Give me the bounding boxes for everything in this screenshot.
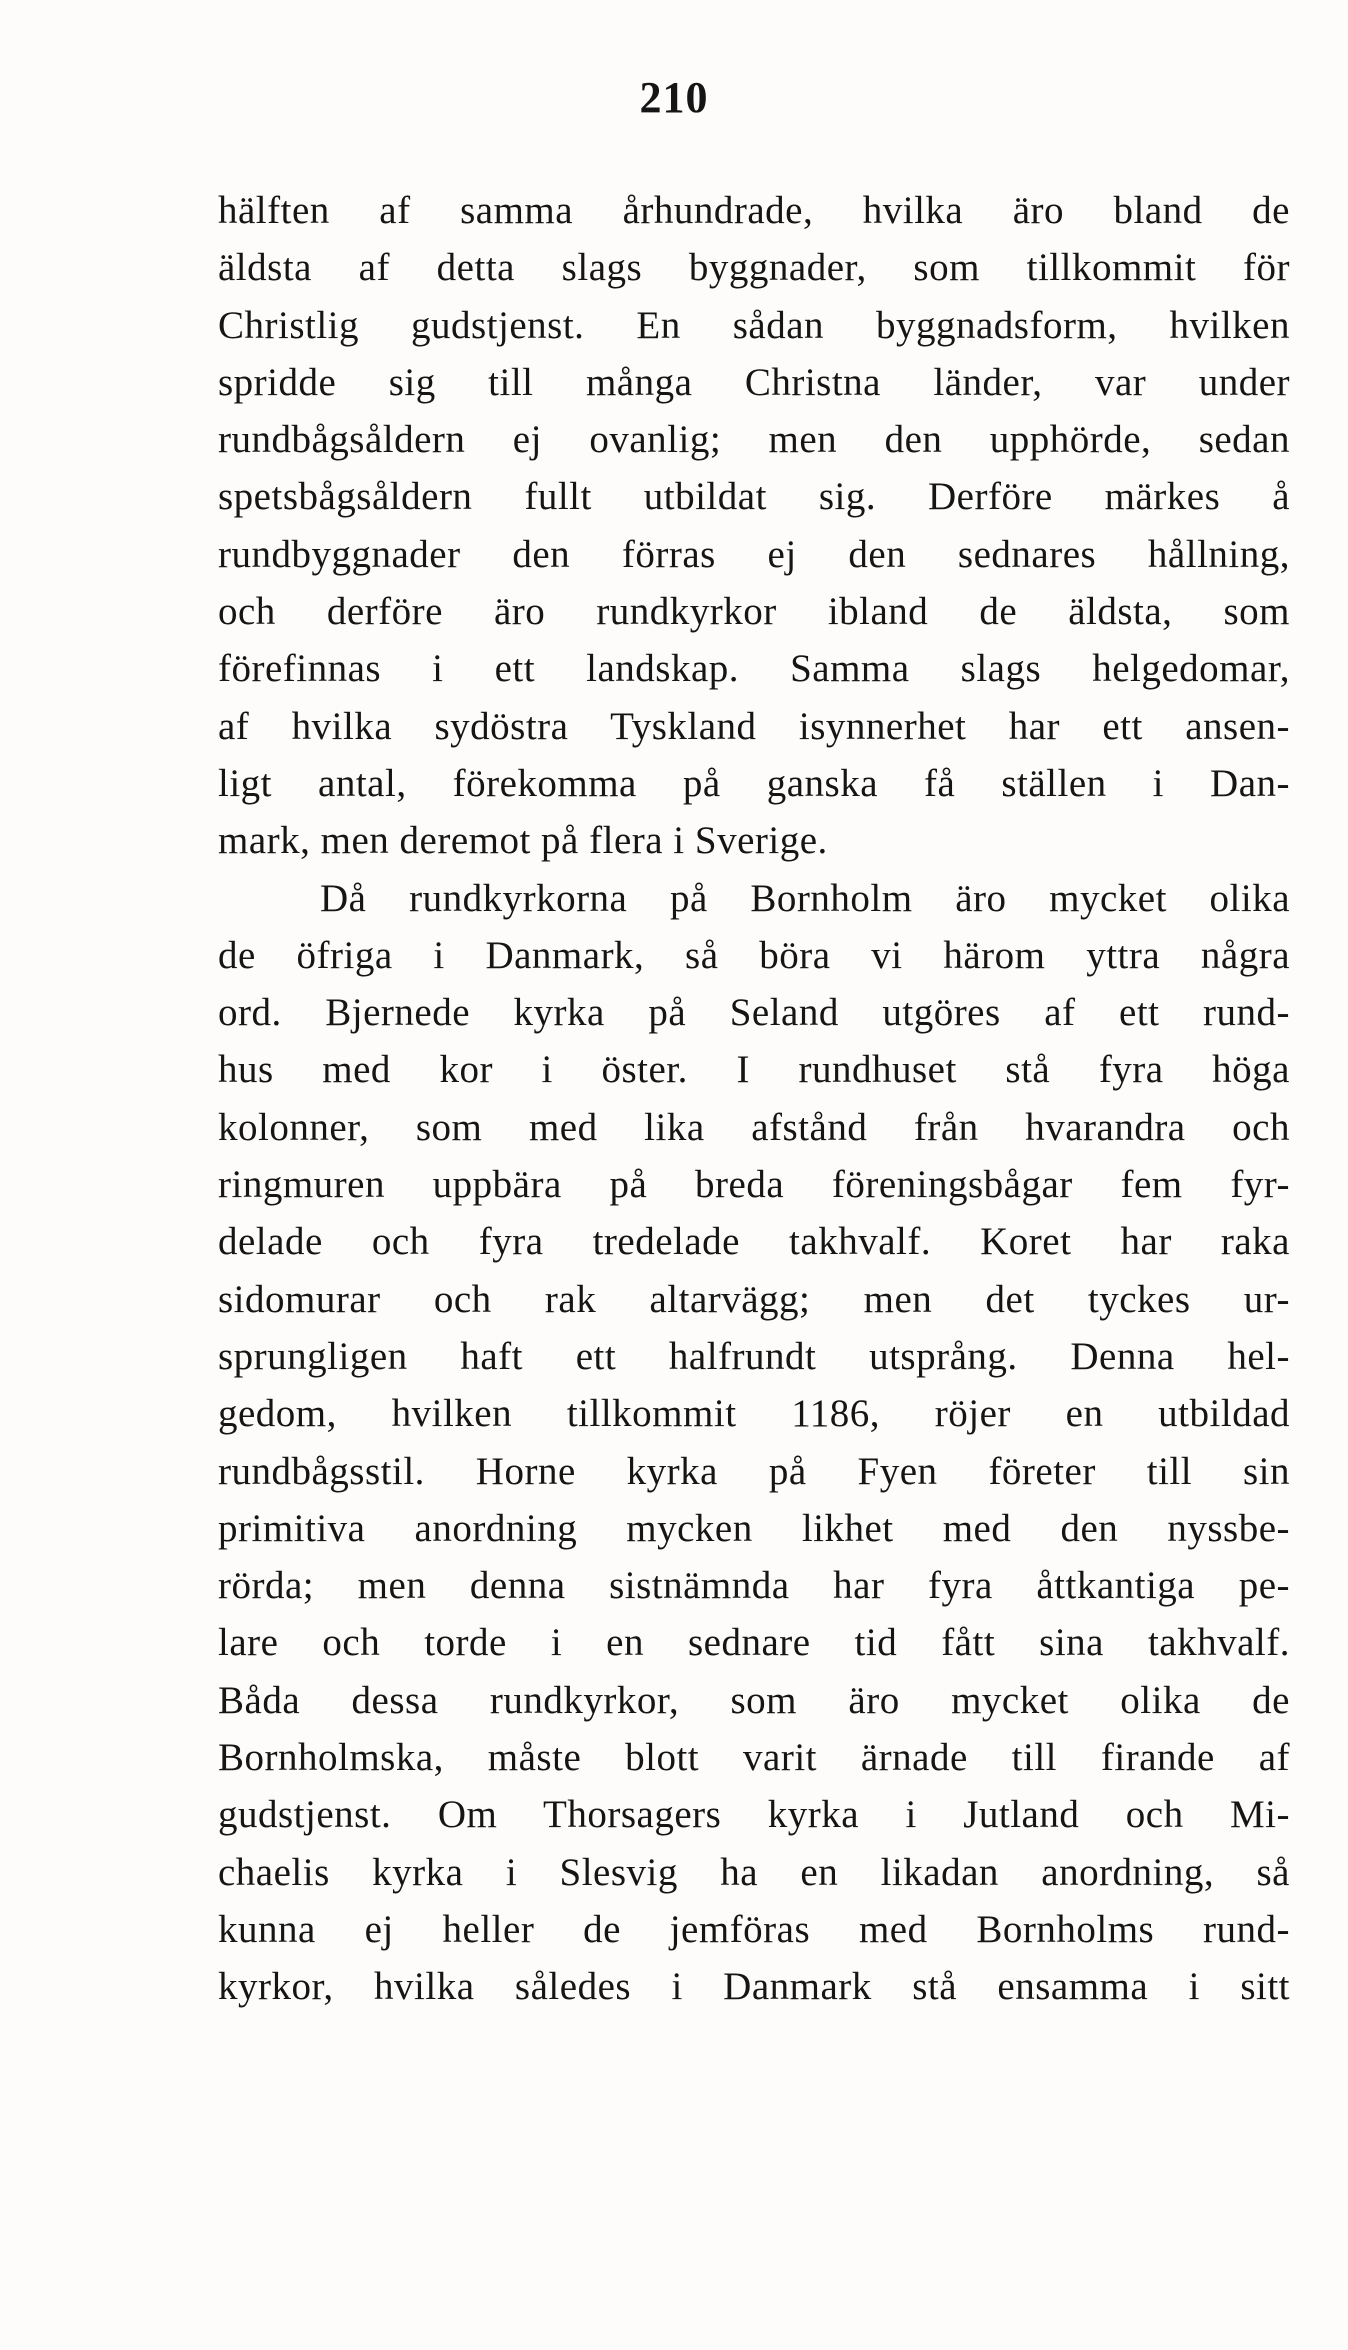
text-line: ord. Bjernede kyrka på Seland utgöres af ett rund- bbox=[218, 991, 1290, 1035]
text-line: primitiva anordning mycken likhet med den nyssbe- bbox=[218, 1506, 1290, 1550]
text-line: Christlig gudstjenst. En sådan byggnadsform, hvilken bbox=[218, 303, 1290, 347]
text-line: förefinnas i ett landskap. Samma slags helgedomar, bbox=[218, 647, 1290, 691]
text-line: hus med kor i öster. I rundhuset stå fyra höga bbox=[218, 1048, 1290, 1092]
text-line: kyrkor, hvilka således i Danmark stå ensamma i sitt bbox=[218, 1965, 1290, 2009]
page-number: 210 bbox=[639, 73, 709, 122]
text-line: rundbyggnader den förras ej den sednares hållning, bbox=[218, 532, 1290, 576]
text-line: hälften af samma århundrade, hvilka äro bland de bbox=[218, 189, 1290, 232]
text-line: rundbågsåldern ej ovanlig; men den upphörde, sedan bbox=[218, 418, 1290, 462]
text-line: de öfriga i Danmark, så böra vi härom yttra några bbox=[218, 933, 1290, 977]
text-line: kolonner, som med lika afstånd från hvarandra och bbox=[218, 1105, 1290, 1149]
text-line: gedom, hvilken tillkommit 1186, röjer en utbildad bbox=[218, 1392, 1290, 1436]
text-line: ligt antal, förekomma på ganska få ställen i Dan- bbox=[218, 761, 1290, 805]
text-line: spetsbågsåldern fullt utbildat sig. Derföre märkes å bbox=[218, 475, 1290, 519]
text-line: Bornholmska, måste blott varit ärnade till firande af bbox=[218, 1736, 1290, 1780]
text-line: Båda dessa rundkyrkor, som äro mycket olika de bbox=[218, 1678, 1290, 1722]
body-text bbox=[218, 182, 1290, 2016]
text-line: kunna ej heller de jemföras med Bornholms rund- bbox=[218, 1907, 1290, 1951]
text-line: rörda; men denna sistnämnda har fyra åttkantiga pe- bbox=[218, 1564, 1290, 1608]
text-line: ringmuren uppbära på breda föreningsbågar fem fyr- bbox=[218, 1163, 1290, 1207]
text-line: rundbågsstil. Horne kyrka på Fyen företer till sin bbox=[218, 1449, 1290, 1493]
text-line: äldsta af detta slags byggnader, som tillkommit för bbox=[218, 246, 1290, 290]
text-line: lare och torde i en sednare tid fått sina takhvalf. bbox=[218, 1621, 1290, 1665]
text-line: gudstjenst. Om Thorsagers kyrka i Jutland och Mi- bbox=[218, 1793, 1290, 1837]
paragraph-start-line: Då rundkyrkorna på Bornholm äro mycket olika bbox=[320, 876, 1290, 920]
paragraph-end-line: mark, men deremot på flera i Sverige. bbox=[218, 819, 828, 863]
text-line: chaelis kyrka i Slesvig ha en likadan anordning, så bbox=[218, 1850, 1290, 1894]
text-line: af hvilka sydöstra Tyskland isynnerhet har ett ansen- bbox=[218, 704, 1290, 748]
text-line: sprungligen haft ett halfrundt utsprång. Denna hel- bbox=[218, 1334, 1290, 1378]
text-line: och derföre äro rundkyrkor ibland de äldsta, som bbox=[218, 590, 1290, 634]
text-line: spridde sig till många Christna länder, var under bbox=[218, 360, 1290, 404]
text-line: delade och fyra tredelade takhvalf. Koret har raka bbox=[218, 1220, 1290, 1264]
text-line: sidomurar och rak altarvägg; men det tyckes ur- bbox=[218, 1277, 1290, 1321]
